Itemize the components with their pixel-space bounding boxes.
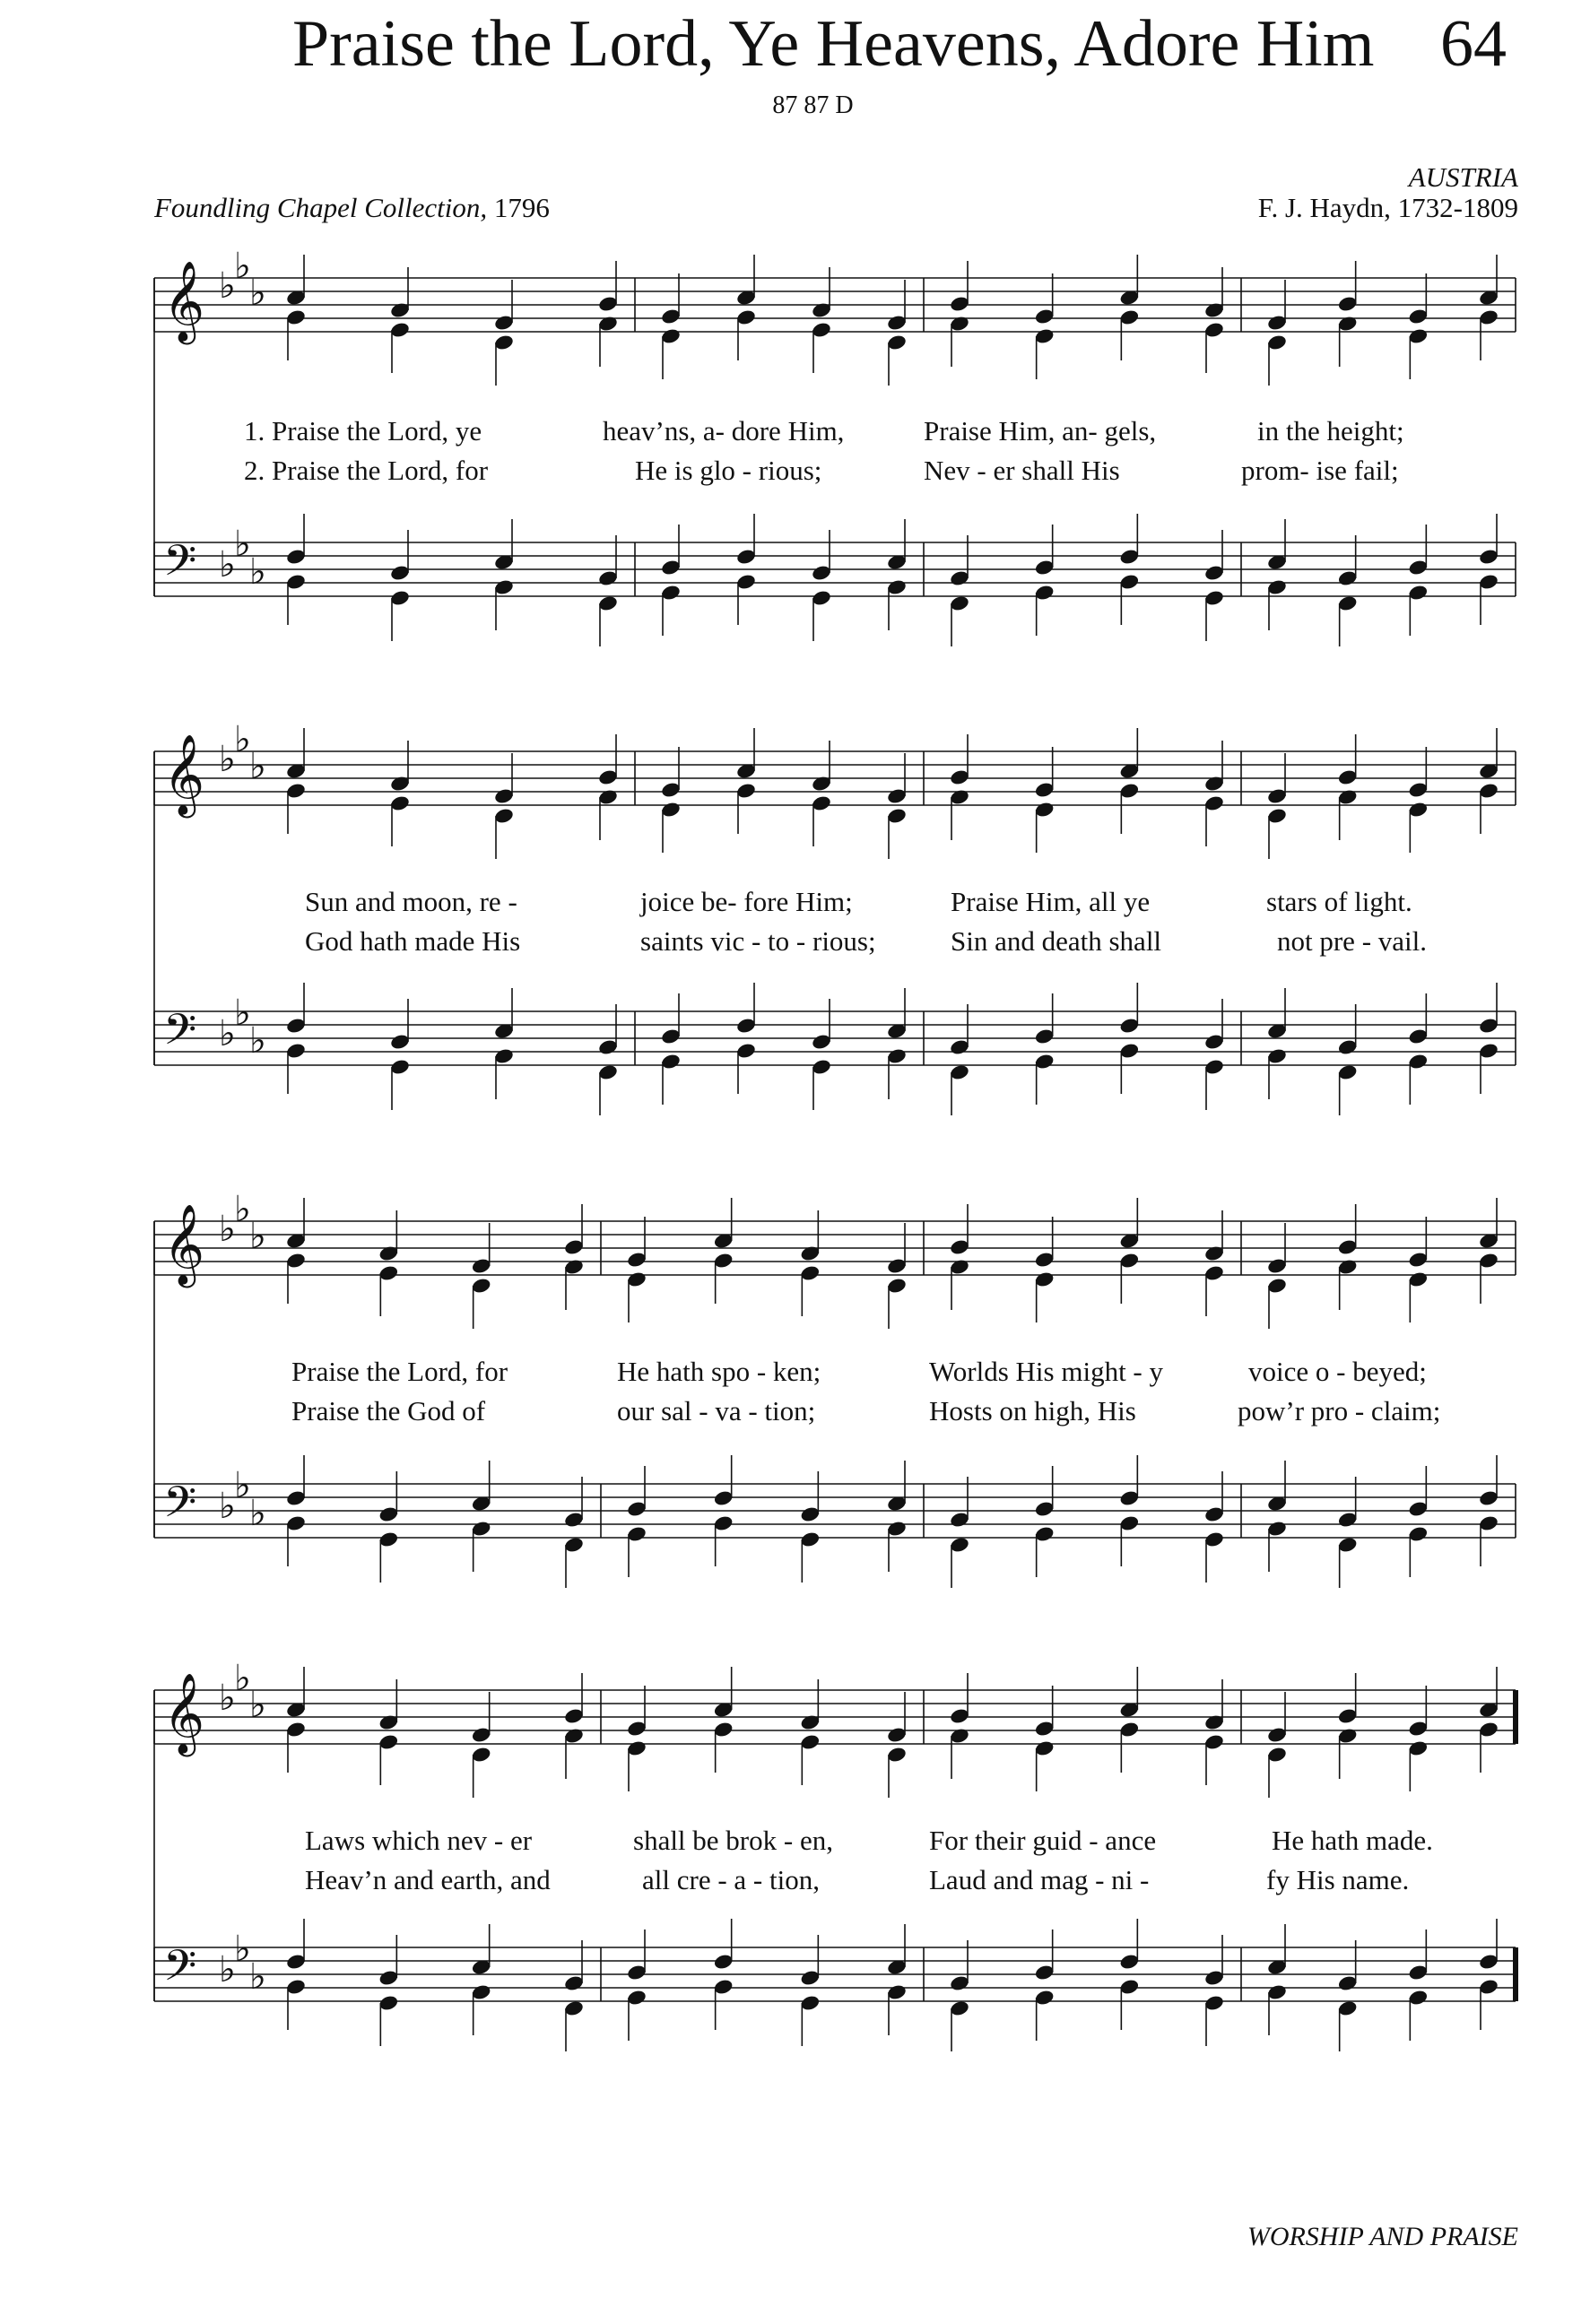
lyric-s3-v1-a: Praise the Lord, for (291, 1356, 508, 1387)
flat-icon: ♭ (234, 246, 251, 287)
lyric-s2-v1-a: Sun and moon, re - (305, 886, 517, 917)
lyric-s1-v1-a: 1. Praise the Lord, ye (244, 415, 482, 447)
tune-name: AUSTRIA (1408, 161, 1518, 193)
flat-icon: ♭ (234, 993, 251, 1034)
bass-clef-icon: 𝄢 (163, 1940, 197, 2001)
lyric-s4-v1-c: For their guid - ance (929, 1825, 1157, 1856)
lyric-s2-v1-d: stars of light. (1266, 886, 1412, 917)
flat-icon: ♭ (249, 1956, 266, 1998)
lyric-s3-v1-c: Worlds His might - y (929, 1356, 1164, 1387)
lyric-s3-v2-b: our sal - va - tion; (617, 1395, 816, 1426)
lyric-s1-v2-c: Nev - er shall His (924, 455, 1120, 486)
meter: 87 87 D (772, 91, 854, 119)
flat-icon: ♭ (249, 1493, 266, 1534)
bass-clef-icon: 𝄢 (163, 1004, 197, 1065)
bass-clef-icon: 𝄢 (163, 535, 197, 596)
flat-icon: ♭ (219, 739, 236, 780)
system-3-noteheads (285, 1198, 1499, 1588)
flat-icon: ♭ (219, 1678, 236, 1719)
system-2-lyrics (305, 886, 1427, 957)
system-4-noteheads (285, 1667, 1499, 2051)
lyric-s3-v1-b: He hath spo - ken; (617, 1356, 821, 1387)
lyric-s3-v2-a: Praise the God of (291, 1395, 486, 1426)
lyric-s4-v2-b: all cre - a - tion, (642, 1864, 820, 1895)
system-2-noteheads (285, 728, 1499, 1115)
lyric-s1-v1-b: heav’ns, a- dore Him, (603, 415, 845, 447)
lyric-s4-v2-c: Laud and mag - ni - (929, 1864, 1150, 1895)
flat-icon: ♭ (249, 273, 266, 314)
flat-icon: ♭ (219, 1209, 236, 1250)
treble-clef-icon: 𝄞 (163, 261, 205, 342)
system-1-lyrics (244, 415, 1404, 486)
lyric-s1-v1-d: in the height; (1257, 415, 1404, 447)
system-3-lyrics (291, 1356, 1440, 1426)
treble-clef-icon: 𝄞 (163, 1673, 205, 1754)
lyric-s1-v2-d: prom- ise fail; (1241, 455, 1399, 486)
lyric-s2-v2-d: not pre - vail. (1277, 925, 1428, 957)
words-source-name: Foundling Chapel Collection, (154, 192, 488, 223)
lyric-s1-v2-b: He is glo - rious; (635, 455, 822, 486)
music-source: F. J. Haydn, 1732-1809 (1257, 192, 1518, 223)
lyric-s2-v1-c: Praise Him, all ye (951, 886, 1151, 917)
lyric-s4-v2-a: Heav’n and earth, and (305, 1864, 551, 1895)
treble-clef-icon: 𝄞 (163, 1204, 205, 1285)
lyric-s3-v2-c: Hosts on high, His (929, 1395, 1136, 1426)
lyric-s2-v2-a: God hath made His (305, 925, 521, 957)
lyric-s3-v1-d: voice o - beyed; (1248, 1356, 1427, 1387)
flat-icon: ♭ (219, 1949, 236, 1990)
flat-icon: ♭ (249, 1020, 266, 1062)
lyric-s4-v1-d: He hath made. (1272, 1825, 1433, 1856)
flat-icon: ♭ (234, 1465, 251, 1506)
flat-icon: ♭ (219, 1486, 236, 1527)
flat-icon: ♭ (249, 1216, 266, 1257)
flat-icon: ♭ (234, 1658, 251, 1699)
lyric-s4-v2-d: fy His name. (1266, 1864, 1410, 1895)
system-4-lyrics (305, 1825, 1433, 1895)
lyric-s4-v1-b: shall be brok - en, (633, 1825, 833, 1856)
flat-icon: ♭ (234, 1189, 251, 1230)
lyric-s2-v2-b: saints vic - to - rious; (640, 925, 876, 957)
words-source-year: 1796 (493, 192, 550, 223)
lyric-s1-v2-a: 2. Praise the Lord, for (244, 455, 489, 486)
hymn-title: Praise the Lord, Ye Heavens, Adore Him (292, 7, 1375, 81)
flat-icon: ♭ (219, 265, 236, 307)
lyric-s2-v1-b: joice be- fore Him; (640, 886, 853, 917)
flat-icon: ♭ (234, 1929, 251, 1970)
lyric-s4-v1-a: Laws which nev - er (305, 1825, 533, 1856)
flat-icon: ♭ (234, 524, 251, 565)
flat-icon: ♭ (219, 1013, 236, 1054)
section-footer: WORSHIP AND PRAISE (1247, 2222, 1518, 2251)
notes (285, 255, 1499, 2051)
staves (154, 246, 1516, 2001)
treble-clef-icon: 𝄞 (163, 734, 205, 815)
hymn-number: 64 (1440, 7, 1507, 81)
flat-icon: ♭ (249, 746, 266, 787)
flat-icon: ♭ (234, 719, 251, 760)
flat-icon: ♭ (249, 551, 266, 593)
flat-icon: ♭ (219, 544, 236, 585)
lyric-s3-v2-d: pow’r pro - claim; (1238, 1395, 1441, 1426)
lyric-s1-v1-c: Praise Him, an- gels, (924, 415, 1157, 447)
flat-icon: ♭ (249, 1685, 266, 1726)
bass-clef-icon: 𝄢 (163, 1477, 197, 1538)
lyric-s2-v2-c: Sin and death shall (951, 925, 1162, 957)
system-1-noteheads (285, 255, 1499, 646)
